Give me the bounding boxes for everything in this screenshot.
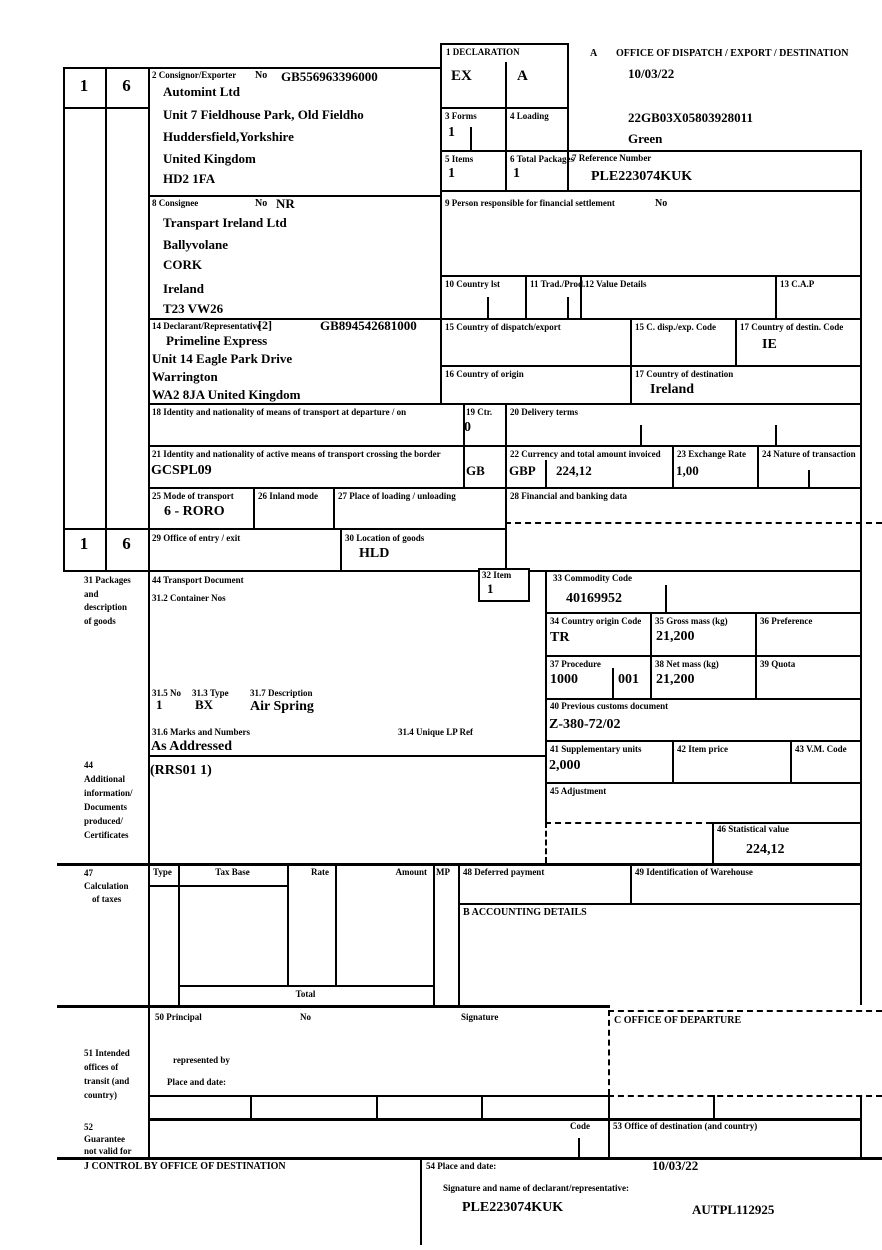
- form-dotted-line: [545, 822, 712, 824]
- box23-label: 23 Exchange Rate: [677, 449, 746, 459]
- form-line: [481, 1095, 483, 1118]
- box14-address-line: Primeline Express: [166, 333, 268, 348]
- form-line: [545, 740, 862, 742]
- form-line: [63, 528, 505, 530]
- copy-number-left-2: 1: [79, 534, 89, 553]
- tax-col-amount: Amount: [395, 867, 427, 877]
- box11-label: 11 Trad./Prod.: [530, 279, 586, 289]
- box2-label: 2 Consignor/Exporter: [152, 70, 237, 80]
- box35-value: 21,200: [656, 629, 695, 644]
- box6-value: 1: [513, 166, 520, 181]
- box34-label: 34 Country origin Code: [550, 616, 642, 626]
- box48-label: 48 Deferred payment: [463, 867, 545, 877]
- form-line: [505, 62, 507, 107]
- tax-col-type: Type: [153, 867, 172, 877]
- box24-label: 24 Nature of transaction: [762, 449, 856, 459]
- box31-side-label: 31 Packages: [84, 575, 131, 585]
- box1-declaration-subtype: A: [517, 68, 528, 84]
- form-line: [505, 403, 507, 570]
- box8-label: 8 Consignee: [152, 198, 199, 208]
- box39-label: 39 Quota: [760, 659, 796, 669]
- box31-side-label: of goods: [84, 616, 116, 626]
- box38-value: 21,200: [656, 672, 695, 687]
- box47-side-label: of taxes: [92, 894, 122, 904]
- form-tick: [487, 297, 489, 318]
- box2-address-line: Huddersfield,Yorkshire: [163, 129, 294, 144]
- form-line: [63, 570, 862, 572]
- form-tick: [612, 668, 614, 698]
- box2-no-label: No: [255, 70, 268, 81]
- box31-6-marks-value: As Addressed: [151, 739, 233, 754]
- form-line: [440, 150, 862, 152]
- box5-label: 5 Items: [445, 154, 474, 164]
- box14-address-line: Warrington: [152, 369, 218, 384]
- box54-name: AUTPL112925: [692, 1202, 775, 1217]
- box21-nationality: GB: [466, 463, 485, 478]
- officeA-title: OFFICE OF DISPATCH / EXPORT / DESTINATION: [616, 48, 849, 59]
- box44-side-label: produced/: [84, 816, 123, 826]
- box51-side-label: country): [84, 1090, 117, 1100]
- form-tick: [665, 585, 667, 612]
- form-line: [57, 1005, 610, 1008]
- box49-label: 49 Identification of Warehouse: [635, 867, 753, 877]
- form-line: [148, 755, 547, 757]
- form-tick: [470, 127, 472, 150]
- box47-side-label: Calculation: [84, 881, 129, 891]
- box37-value-2: 001: [618, 672, 639, 687]
- box53-label: 53 Office of destination (and country): [613, 1121, 758, 1131]
- box54-label: 54 Place and date:: [426, 1161, 497, 1171]
- form-line: [545, 612, 862, 614]
- form-line: [148, 318, 862, 320]
- form-dotted-line: [608, 1095, 882, 1097]
- box1-label: 1 DECLARATION: [446, 47, 520, 57]
- box2-address-line: HD2 1FA: [163, 171, 216, 186]
- form-line: [672, 445, 674, 487]
- form-line: [253, 487, 255, 528]
- officeA-mrn: 22GB03X05803928011: [628, 110, 753, 125]
- box32-label: 32 Item: [482, 570, 512, 580]
- box54-signature-label: Signature and name of declarant/representative:: [443, 1183, 629, 1193]
- box44-side-label: Documents: [84, 802, 127, 812]
- form-dotted-line: [505, 522, 882, 524]
- box17a-value: IE: [762, 337, 777, 352]
- box51-side-label: offices of: [84, 1062, 119, 1072]
- box18-label: 18 Identity and nationality of means of transport at departure / on: [152, 407, 407, 417]
- form-line: [790, 740, 792, 782]
- section-c-title: C OFFICE OF DEPARTURE: [614, 1015, 742, 1026]
- box8-address-line: Transpart Ireland Ltd: [163, 215, 287, 230]
- form-line: [63, 67, 440, 69]
- form-line: [713, 1095, 715, 1118]
- form-line: [440, 190, 862, 192]
- box37-label: 37 Procedure: [550, 659, 601, 669]
- box13-label: 13 C.A.P: [780, 279, 815, 289]
- box31-5-no-value: 1: [156, 697, 163, 712]
- box22-label: 22 Currency and total amount invoiced: [510, 449, 661, 459]
- box14-eori: GB894542681000: [320, 318, 417, 333]
- box1-declaration-type: EX: [451, 68, 472, 84]
- box17-label: 17 Country of destination: [635, 369, 734, 379]
- form-line: [505, 107, 507, 190]
- box4-label: 4 Loading: [510, 111, 549, 121]
- box14-address-line: WA2 8JA United Kingdom: [152, 387, 301, 402]
- box41-label: 41 Supplementary units: [550, 744, 642, 754]
- form-line: [420, 1157, 422, 1245]
- box46-value: 224,12: [746, 842, 785, 857]
- form-tick: [775, 425, 777, 445]
- form-line: [545, 782, 862, 784]
- box34-value: TR: [550, 630, 570, 645]
- box2-address-line: Automint Ltd: [163, 84, 240, 99]
- tax-total-label: Total: [295, 989, 316, 999]
- form-line: [440, 275, 862, 277]
- form-line: [433, 863, 435, 1005]
- box7-value: PLE223074KUK: [591, 169, 693, 184]
- form-line: [525, 275, 527, 318]
- box8-address-line: Ireland: [163, 281, 204, 296]
- box28-label: 28 Financial and banking data: [510, 491, 628, 501]
- box43-label: 43 V.M. Code: [795, 744, 847, 754]
- form-line: [860, 150, 862, 1005]
- box15-label: 15 Country of dispatch/export: [445, 322, 561, 332]
- box31-side-label: and: [84, 589, 99, 599]
- box31-7-desc-value: Air Spring: [250, 699, 314, 714]
- box38-label: 38 Net mass (kg): [655, 659, 719, 669]
- box50-place-date-label: Place and date:: [167, 1077, 226, 1087]
- box30-value: HLD: [359, 546, 390, 561]
- box52-side-label: 52: [84, 1122, 93, 1132]
- tax-col-taxbase: Tax Base: [215, 867, 250, 877]
- box31-7-desc-label: 31.7 Description: [250, 688, 313, 698]
- box31-3-type-value: BX: [195, 697, 214, 712]
- form-line: [335, 863, 337, 985]
- box54-reference: PLE223074KUK: [462, 1200, 564, 1215]
- form-line: [630, 318, 632, 403]
- box22-amount: 224,12: [556, 463, 592, 478]
- form-tick: [567, 297, 569, 318]
- box32-value: 1: [487, 581, 494, 596]
- box2-eori: GB556963396000: [281, 69, 378, 84]
- form-line: [440, 43, 442, 403]
- form-line: [105, 67, 107, 570]
- form-line: [630, 863, 632, 903]
- box6-label: 6 Total Packages: [510, 154, 575, 164]
- officeA-routing: Green: [628, 131, 663, 146]
- form-line: [287, 863, 289, 985]
- form-line: [545, 655, 862, 657]
- form-dotted-line: [608, 1010, 610, 1095]
- box22-currency: GBP: [509, 463, 536, 478]
- form-line: [376, 1095, 378, 1118]
- form-line: [178, 985, 435, 987]
- box16-label: 16 Country of origin: [445, 369, 524, 379]
- form-line: [57, 1157, 882, 1160]
- form-tick: [578, 1138, 580, 1157]
- box45-label: 45 Adjustment: [550, 786, 607, 796]
- box8-address-line: T23 VW26: [163, 301, 224, 316]
- box14-ref: [2]: [258, 318, 272, 332]
- box44-side-label: Additional: [84, 774, 126, 784]
- box20-label: 20 Delivery terms: [510, 407, 578, 417]
- box52-side-label: not valid for: [84, 1146, 132, 1156]
- form-line: [63, 67, 65, 570]
- box19-value: 0: [464, 420, 471, 435]
- box35-label: 35 Gross mass (kg): [655, 616, 728, 626]
- box10-label: 10 Country lst: [445, 279, 501, 289]
- box33-label: 33 Commodity Code: [553, 573, 632, 583]
- form-line: [775, 275, 777, 318]
- box26-label: 26 Inland mode: [258, 491, 319, 501]
- form-line: [608, 1095, 610, 1118]
- box14-label: 14 Declarant/Representative: [152, 321, 262, 331]
- box31-6-marks-label: 31.6 Marks and Numbers: [152, 727, 251, 737]
- form-line: [650, 612, 652, 698]
- box17-value: Ireland: [650, 382, 695, 397]
- box2-address-line: Unit 7 Fieldhouse Park, Old Fieldho: [163, 107, 364, 122]
- box54-date: 10/03/22: [652, 1158, 699, 1173]
- box33-value: 40169952: [566, 591, 622, 606]
- section-b-title: B ACCOUNTING DETAILS: [463, 907, 587, 918]
- box44-side-label: Certificates: [84, 830, 129, 840]
- box51-side-label: 51 Intended: [84, 1048, 130, 1058]
- form-tick: [640, 425, 642, 445]
- box41-value: 2,000: [549, 758, 581, 773]
- form-line: [178, 863, 180, 1005]
- box31-2-container-label: 31.2 Container Nos: [152, 593, 226, 603]
- box3-label: 3 Forms: [445, 111, 477, 121]
- form-line: [440, 365, 862, 367]
- box37-value-1: 1000: [550, 672, 578, 687]
- box31-5-no-label: 31.5 No: [152, 688, 181, 698]
- box9-label: 9 Person responsible for financial settlement: [445, 198, 615, 208]
- form-line: [250, 1095, 252, 1118]
- form-line: [463, 403, 465, 487]
- box8-address-line: Ballyvolane: [163, 237, 229, 252]
- box15a-label: 15 C. disp./exp. Code: [635, 322, 717, 332]
- copy-number-left: 1: [79, 76, 89, 95]
- box36-label: 36 Preference: [760, 616, 813, 626]
- officeA-date: 10/03/22: [628, 66, 675, 81]
- form-line: [333, 487, 335, 528]
- form-line: [672, 740, 674, 782]
- box19-label: 19 Ctr.: [466, 407, 493, 417]
- box21-label: 21 Identity and nationality of active means of transport crossing the border: [152, 449, 441, 459]
- box25-label: 25 Mode of transport: [152, 491, 234, 501]
- box44-side-label: 44: [84, 760, 93, 770]
- officeA-prefix: A: [590, 48, 598, 59]
- box50-label: 50 Principal: [155, 1012, 202, 1022]
- form-line: [148, 1095, 610, 1097]
- form-tick: [808, 470, 810, 487]
- box44-value: (RRS01 1): [150, 763, 212, 778]
- box25-value: 6 - RORO: [164, 504, 225, 519]
- box23-value: 1,00: [676, 463, 699, 478]
- box46-label: 46 Statistical value: [717, 824, 789, 834]
- form-line: [545, 570, 547, 822]
- form-tick: [545, 460, 547, 487]
- form-line: [148, 67, 150, 1157]
- box2-address-line: United Kingdom: [163, 151, 256, 166]
- box8-no-label: No: [255, 198, 268, 209]
- box21-value: GCSPL09: [151, 463, 212, 478]
- form-line: [148, 885, 287, 887]
- box7-label: 7 Reference Number: [572, 153, 652, 163]
- box50-signature-label: Signature: [461, 1012, 499, 1022]
- box31-3-type-label: 31.3 Type: [192, 688, 229, 698]
- box17a-label: 17 Country of destin. Code: [740, 322, 844, 332]
- box31-4-lp-label: 31.4 Unique LP Ref: [398, 727, 474, 737]
- form-line: [458, 903, 862, 905]
- box9-no-label: No: [655, 198, 668, 209]
- form-line: [567, 43, 569, 190]
- box42-label: 42 Item price: [677, 744, 728, 754]
- form-line: [735, 318, 737, 365]
- box12-label: 12 Value Details: [585, 279, 647, 289]
- section-j-title: J CONTROL BY OFFICE OF DESTINATION: [84, 1161, 286, 1172]
- box40-value: Z-380-72/02: [549, 717, 621, 732]
- form-line: [860, 1095, 862, 1157]
- box50-represented-by: represented by: [173, 1055, 230, 1065]
- form-line: [712, 822, 714, 863]
- box51-side-label: transit (and: [84, 1076, 130, 1086]
- form-line: [340, 528, 342, 570]
- copy-number-right-2: 6: [122, 534, 131, 553]
- form-dotted-line: [545, 822, 547, 863]
- box29-label: 29 Office of entry / exit: [152, 533, 241, 543]
- box5-value: 1: [448, 166, 455, 181]
- box44-transport-doc-label: 44 Transport Document: [152, 575, 244, 585]
- box31-side-label: description: [84, 602, 128, 612]
- box52-side-label: Guarantee: [84, 1134, 125, 1144]
- box8-no-value: NR: [276, 196, 295, 211]
- box27-label: 27 Place of loading / unloading: [338, 491, 456, 501]
- box8-address-line: CORK: [163, 257, 202, 272]
- form-line: [757, 445, 759, 487]
- tax-col-rate: Rate: [311, 867, 329, 877]
- form-line: [458, 863, 460, 1005]
- tax-col-mp: MP: [436, 867, 450, 877]
- box3-value: 1: [448, 125, 455, 140]
- copy-number-right: 6: [122, 76, 131, 95]
- box50-no-label: No: [300, 1012, 311, 1022]
- form-line: [608, 1118, 610, 1157]
- box14-address-line: Unit 14 Eagle Park Drive: [152, 351, 293, 366]
- form-dotted-line: [608, 1010, 882, 1012]
- form-line: [545, 698, 862, 700]
- form-line: [440, 43, 569, 45]
- box30-label: 30 Location of goods: [345, 533, 425, 543]
- box44-side-label: information/: [84, 788, 133, 798]
- box40-label: 40 Previous customs document: [550, 701, 669, 711]
- box47-side-label: 47: [84, 868, 93, 878]
- form-line: [755, 612, 757, 698]
- box52-code-label: Code: [570, 1121, 590, 1131]
